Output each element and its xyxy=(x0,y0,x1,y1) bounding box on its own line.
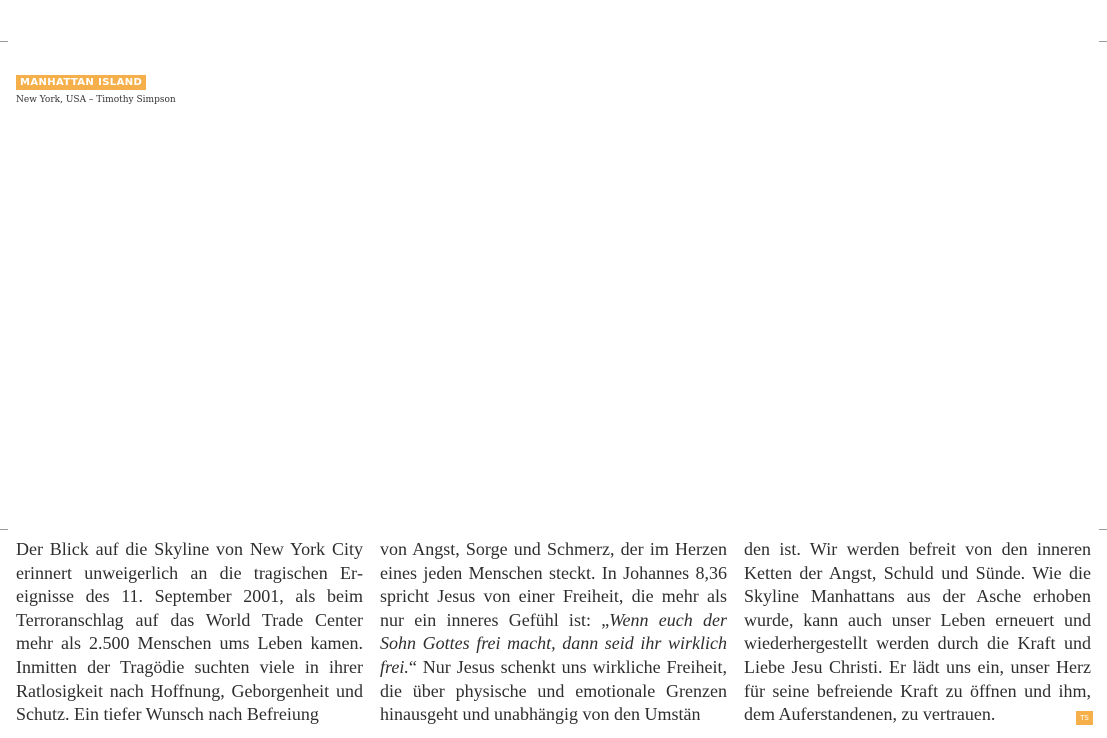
author-badge: TS xyxy=(1076,711,1093,725)
text-column-2-start: von Angst, Sorge und Schmerz, der im Herzen eines jeden Menschen steckt. In Johannes 8,36 spricht Jesus von einer Freiheit, die mehr als nur ein inneres Gefühl ist: „ xyxy=(380,539,727,630)
photo-caption xyxy=(16,70,176,105)
bible-quote: Wenn euch der Sohn Gottes frei macht, dann seid ihr wirklich frei. xyxy=(380,609,727,677)
text-column-3: den ist. Wir werden befreit von den inneren Ketten der Angst, Schuld und Sünde. Wie die Skyline Manhattans aus der Asche erhoben wurde, kann auch unser Leben erneuert und wiederhergestellt werden durch die Kraft und Liebe Jesu Christi. Er lädt uns ein, unser Herz für seine befreiende Kraft zu öffnen und ihm, dem Auferstandenen, zu vertrauen. xyxy=(744,539,1091,725)
text-column-2-end: “ Nur Jesus schenkt uns wirkliche Freiheit, die über physische und emotionale Grenzen hinausgeht und unabhängig von den Umstän xyxy=(380,656,727,725)
text-column-2 xyxy=(380,538,727,727)
photo-credit: New York, USA – Timothy Simpson xyxy=(16,95,176,105)
body-text xyxy=(16,538,1091,727)
crop-mark-bottom-left xyxy=(0,529,8,530)
crop-mark-top-right xyxy=(1099,41,1107,42)
crop-mark-top-left xyxy=(0,41,8,42)
text-column-1: Der Blick auf die Skyline von New York City erinnert unweigerlich an die tragischen Ereignisse des 11. September 2001, als beim Terroranschlag auf das World Trade Center mehr als 2.500 Menschen ums Leben kamen. Inmitten der Tragödie suchten viele in ihrer Ratlosigkeit nach Hoffnung, Geborgenheit und Schutz. Ein tiefer Wunsch nach Befreiung xyxy=(16,539,363,725)
crop-mark-bottom-right xyxy=(1099,529,1107,530)
location-tag: MANHATTAN ISLAND xyxy=(16,75,146,90)
